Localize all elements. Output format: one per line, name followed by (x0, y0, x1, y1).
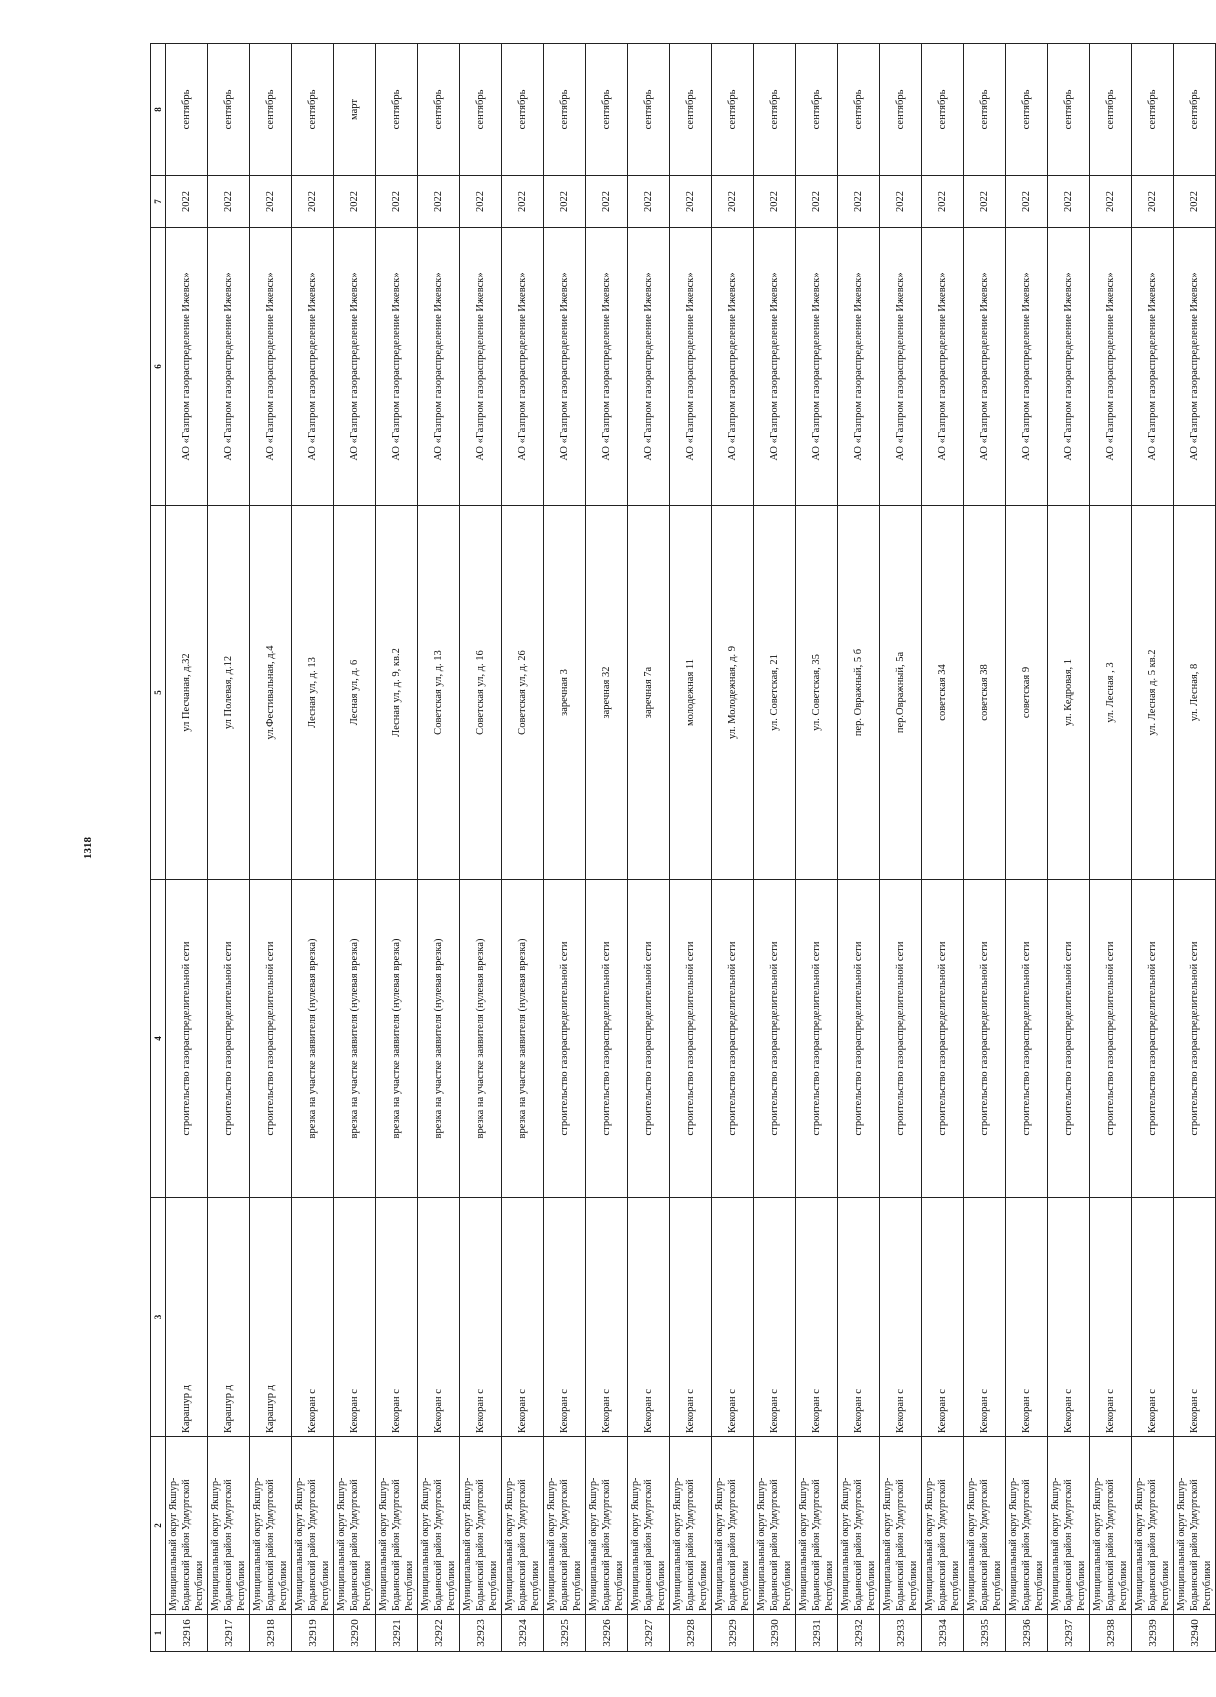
record-id: 32917 (208, 1615, 250, 1652)
organization-cell: АО «Газпром газораспределение Ижевск» (880, 228, 922, 506)
work-type-cell: строительство газораспределительной сети (1090, 880, 1132, 1198)
address-cell: ул Песчаная, д.32 (166, 506, 208, 880)
address-cell: Лесная ул, д. 13 (292, 506, 334, 880)
table-row (502, 44, 544, 1652)
table-row (586, 44, 628, 1652)
locality-cell: Кекоран с (922, 1198, 964, 1437)
year-cell: 2022 (544, 176, 586, 228)
district-cell: Муниципальный округ Якшур-Бодьинский район Удмуртской Республики (292, 1437, 334, 1615)
locality-cell: Кекоран с (670, 1198, 712, 1437)
table-row (670, 44, 712, 1652)
header-cell: 1 (151, 1615, 166, 1652)
locality-cell: Кекоран с (460, 1198, 502, 1437)
year-cell: 2022 (922, 176, 964, 228)
work-type-cell: врезка на участке заявителя (нулевая врезка) (334, 880, 376, 1198)
month-cell: сентябрь (376, 44, 418, 176)
record-id: 32940 (1174, 1615, 1216, 1652)
table-row (166, 44, 208, 1652)
record-id: 32921 (376, 1615, 418, 1652)
locality-cell: Кекоран с (1048, 1198, 1090, 1437)
address-cell: заречная 7а (628, 506, 670, 880)
table-row (1132, 44, 1174, 1652)
district-cell: Муниципальный округ Якшур-Бодьинский район Удмуртской Республики (418, 1437, 460, 1615)
address-cell: ул. Лесная , 3 (1090, 506, 1132, 880)
locality-cell: Кекоран с (1006, 1198, 1048, 1437)
table-row (460, 44, 502, 1652)
page-number: 1318 (82, 837, 94, 859)
district-cell: Муниципальный округ Якшур-Бодьинский район Удмуртской Республики (544, 1437, 586, 1615)
record-id: 32932 (838, 1615, 880, 1652)
record-id: 32939 (1132, 1615, 1174, 1652)
organization-cell: АО «Газпром газораспределение Ижевск» (1048, 228, 1090, 506)
record-id: 32928 (670, 1615, 712, 1652)
month-cell: сентябрь (922, 44, 964, 176)
year-cell: 2022 (712, 176, 754, 228)
locality-cell: Кекоран с (712, 1198, 754, 1437)
work-type-cell: строительство газораспределительной сети (796, 880, 838, 1198)
record-id: 32935 (964, 1615, 1006, 1652)
work-type-cell: строительство газораспределительной сети (544, 880, 586, 1198)
address-cell: ул. Лесная, 8 (1174, 506, 1216, 880)
month-cell: сентябрь (1132, 44, 1174, 176)
district-cell: Муниципальный округ Якшур-Бодьинский район Удмуртской Республики (964, 1437, 1006, 1615)
month-cell: сентябрь (964, 44, 1006, 176)
district-cell: Муниципальный округ Якшур-Бодьинский район Удмуртской Республики (754, 1437, 796, 1615)
work-type-cell: строительство газораспределительной сети (712, 880, 754, 1198)
address-cell: Лесная ул, д. 6 (334, 506, 376, 880)
district-cell: Муниципальный округ Якшур-Бодьинский район Удмуртской Республики (1048, 1437, 1090, 1615)
work-type-cell: строительство газораспределительной сети (670, 880, 712, 1198)
table-container (150, 44, 1213, 1652)
district-cell: Муниципальный округ Якшур-Бодьинский район Удмуртской Республики (208, 1437, 250, 1615)
work-type-cell: строительство газораспределительной сети (754, 880, 796, 1198)
work-type-cell: строительство газораспределительной сети (838, 880, 880, 1198)
record-id: 32922 (418, 1615, 460, 1652)
locality-cell: Карашур д (166, 1198, 208, 1437)
year-cell: 2022 (1048, 176, 1090, 228)
organization-cell: АО «Газпром газораспределение Ижевск» (544, 228, 586, 506)
work-type-cell: строительство газораспределительной сети (208, 880, 250, 1198)
month-cell: сентябрь (712, 44, 754, 176)
district-cell: Муниципальный округ Якшур-Бодьинский район Удмуртской Республики (502, 1437, 544, 1615)
year-cell: 2022 (1132, 176, 1174, 228)
work-type-cell: строительство газораспределительной сети (1006, 880, 1048, 1198)
header-cell: 4 (151, 880, 166, 1198)
table-row (880, 44, 922, 1652)
record-id: 32931 (796, 1615, 838, 1652)
year-cell: 2022 (586, 176, 628, 228)
address-cell: советская 9 (1006, 506, 1048, 880)
organization-cell: АО «Газпром газораспределение Ижевск» (1006, 228, 1048, 506)
address-cell: советская 38 (964, 506, 1006, 880)
locality-cell: Кекоран с (544, 1198, 586, 1437)
work-type-cell: строительство газораспределительной сети (880, 880, 922, 1198)
table-row (544, 44, 586, 1652)
record-id: 32920 (334, 1615, 376, 1652)
district-cell: Муниципальный округ Якшур-Бодьинский район Удмуртской Республики (628, 1437, 670, 1615)
year-cell: 2022 (292, 176, 334, 228)
record-id: 32924 (502, 1615, 544, 1652)
organization-cell: АО «Газпром газораспределение Ижевск» (250, 228, 292, 506)
year-cell: 2022 (796, 176, 838, 228)
record-id: 32925 (544, 1615, 586, 1652)
work-type-cell: строительство газораспределительной сети (586, 880, 628, 1198)
record-id: 32927 (628, 1615, 670, 1652)
year-cell: 2022 (460, 176, 502, 228)
month-cell: сентябрь (1006, 44, 1048, 176)
address-cell: Советская ул, д. 26 (502, 506, 544, 880)
record-id: 32936 (1006, 1615, 1048, 1652)
work-type-cell: строительство газораспределительной сети (964, 880, 1006, 1198)
organization-cell: АО «Газпром газораспределение Ижевск» (166, 228, 208, 506)
month-cell: сентябрь (250, 44, 292, 176)
address-cell: пер.Овражный, 5а (880, 506, 922, 880)
month-cell: сентябрь (460, 44, 502, 176)
district-cell: Муниципальный округ Якшур-Бодьинский район Удмуртской Республики (586, 1437, 628, 1615)
address-cell: ул. Молодежная, д. 9 (712, 506, 754, 880)
locality-cell: Кекоран с (1174, 1198, 1216, 1437)
organization-cell: АО «Газпром газораспределение Ижевск» (796, 228, 838, 506)
district-cell: Муниципальный округ Якшур-Бодьинский район Удмуртской Республики (460, 1437, 502, 1615)
table-row (628, 44, 670, 1652)
record-id: 32923 (460, 1615, 502, 1652)
header-cell: 3 (151, 1198, 166, 1437)
work-type-cell: строительство газораспределительной сети (628, 880, 670, 1198)
year-cell: 2022 (880, 176, 922, 228)
organization-cell: АО «Газпром газораспределение Ижевск» (1174, 228, 1216, 506)
header-cell: 7 (151, 176, 166, 228)
address-cell: ул Полевая, д.12 (208, 506, 250, 880)
work-type-cell: строительство газораспределительной сети (166, 880, 208, 1198)
locality-cell: Кекоран с (796, 1198, 838, 1437)
month-cell: сентябрь (502, 44, 544, 176)
locality-cell: Карашур д (250, 1198, 292, 1437)
district-cell: Муниципальный округ Якшур-Бодьинский район Удмуртской Республики (922, 1437, 964, 1615)
table-row (922, 44, 964, 1652)
year-cell: 2022 (166, 176, 208, 228)
record-id: 32934 (922, 1615, 964, 1652)
month-cell: сентябрь (1048, 44, 1090, 176)
work-type-cell: врезка на участке заявителя (нулевая врезка) (376, 880, 418, 1198)
address-cell: ул. Советская, 35 (796, 506, 838, 880)
month-cell: сентябрь (628, 44, 670, 176)
month-cell: сентябрь (166, 44, 208, 176)
address-cell: ул. Лесная д. 5 кв.2 (1132, 506, 1174, 880)
locality-cell: Кекоран с (754, 1198, 796, 1437)
district-cell: Муниципальный округ Якшур-Бодьинский район Удмуртской Республики (670, 1437, 712, 1615)
table-row (1090, 44, 1132, 1652)
month-cell: сентябрь (754, 44, 796, 176)
locality-cell: Кекоран с (418, 1198, 460, 1437)
table-row (754, 44, 796, 1652)
organization-cell: АО «Газпром газораспределение Ижевск» (670, 228, 712, 506)
locality-cell: Кекоран с (502, 1198, 544, 1437)
organization-cell: АО «Газпром газораспределение Ижевск» (838, 228, 880, 506)
organization-cell: АО «Газпром газораспределение Ижевск» (712, 228, 754, 506)
table-row (292, 44, 334, 1652)
gasification-table (150, 43, 1216, 1652)
locality-cell: Кекоран с (292, 1198, 334, 1437)
address-cell: заречная 32 (586, 506, 628, 880)
district-cell: Муниципальный округ Якшур-Бодьинский район Удмуртской Республики (838, 1437, 880, 1615)
work-type-cell: врезка на участке заявителя (нулевая врезка) (292, 880, 334, 1198)
year-cell: 2022 (1090, 176, 1132, 228)
record-id: 32916 (166, 1615, 208, 1652)
work-type-cell: врезка на участке заявителя (нулевая врезка) (460, 880, 502, 1198)
address-cell: пер. Овражный, 5 б (838, 506, 880, 880)
address-cell: заречная 3 (544, 506, 586, 880)
work-type-cell: врезка на участке заявителя (нулевая врезка) (502, 880, 544, 1198)
record-id: 32929 (712, 1615, 754, 1652)
record-id: 32919 (292, 1615, 334, 1652)
organization-cell: АО «Газпром газораспределение Ижевск» (964, 228, 1006, 506)
locality-cell: Кекоран с (1090, 1198, 1132, 1437)
table-row (376, 44, 418, 1652)
address-cell: ул. Кедровая, 1 (1048, 506, 1090, 880)
month-cell: сентябрь (418, 44, 460, 176)
organization-cell: АО «Газпром газораспределение Ижевск» (922, 228, 964, 506)
organization-cell: АО «Газпром газораспределение Ижевск» (292, 228, 334, 506)
work-type-cell: строительство газораспределительной сети (1174, 880, 1216, 1198)
month-cell: сентябрь (1174, 44, 1216, 176)
header-row (151, 44, 166, 1652)
record-id: 32937 (1048, 1615, 1090, 1652)
work-type-cell: строительство газораспределительной сети (1132, 880, 1174, 1198)
month-cell: сентябрь (208, 44, 250, 176)
table-row (1006, 44, 1048, 1652)
work-type-cell: строительство газораспределительной сети (1048, 880, 1090, 1198)
year-cell: 2022 (754, 176, 796, 228)
table-row (964, 44, 1006, 1652)
year-cell: 2022 (418, 176, 460, 228)
record-id: 32926 (586, 1615, 628, 1652)
year-cell: 2022 (1006, 176, 1048, 228)
organization-cell: АО «Газпром газораспределение Ижевск» (460, 228, 502, 506)
organization-cell: АО «Газпром газораспределение Ижевск» (334, 228, 376, 506)
year-cell: 2022 (376, 176, 418, 228)
header-cell: 2 (151, 1437, 166, 1615)
month-cell: сентябрь (544, 44, 586, 176)
district-cell: Муниципальный округ Якшур-Бодьинский район Удмуртской Республики (1174, 1437, 1216, 1615)
locality-cell: Кекоран с (964, 1198, 1006, 1437)
district-cell: Муниципальный округ Якшур-Бодьинский район Удмуртской Республики (1006, 1437, 1048, 1615)
year-cell: 2022 (334, 176, 376, 228)
year-cell: 2022 (250, 176, 292, 228)
district-cell: Муниципальный округ Якшур-Бодьинский район Удмуртской Республики (250, 1437, 292, 1615)
table-row (208, 44, 250, 1652)
record-id: 32938 (1090, 1615, 1132, 1652)
locality-cell: Кекоран с (334, 1198, 376, 1437)
locality-cell: Кекоран с (880, 1198, 922, 1437)
work-type-cell: строительство газораспределительной сети (922, 880, 964, 1198)
locality-cell: Кекоран с (586, 1198, 628, 1437)
year-cell: 2022 (502, 176, 544, 228)
district-cell: Муниципальный округ Якшур-Бодьинский район Удмуртской Республики (712, 1437, 754, 1615)
address-cell: молодежная 11 (670, 506, 712, 880)
work-type-cell: врезка на участке заявителя (нулевая врезка) (418, 880, 460, 1198)
month-cell: сентябрь (292, 44, 334, 176)
organization-cell: АО «Газпром газораспределение Ижевск» (586, 228, 628, 506)
address-cell: ул.Фестивальная, д.4 (250, 506, 292, 880)
record-id: 32933 (880, 1615, 922, 1652)
locality-cell: Кекоран с (838, 1198, 880, 1437)
district-cell: Муниципальный округ Якшур-Бодьинский район Удмуртской Республики (1132, 1437, 1174, 1615)
organization-cell: АО «Газпром газораспределение Ижевск» (754, 228, 796, 506)
header-cell: 5 (151, 506, 166, 880)
work-type-cell: строительство газораспределительной сети (250, 880, 292, 1198)
table-row (418, 44, 460, 1652)
year-cell: 2022 (838, 176, 880, 228)
month-cell: сентябрь (838, 44, 880, 176)
district-cell: Муниципальный округ Якшур-Бодьинский район Удмуртской Республики (334, 1437, 376, 1615)
month-cell: сентябрь (880, 44, 922, 176)
organization-cell: АО «Газпром газораспределение Ижевск» (418, 228, 460, 506)
month-cell: сентябрь (586, 44, 628, 176)
organization-cell: АО «Газпром газораспределение Ижевск» (1132, 228, 1174, 506)
year-cell: 2022 (964, 176, 1006, 228)
month-cell: сентябрь (670, 44, 712, 176)
table-row (838, 44, 880, 1652)
locality-cell: Карашур д (208, 1198, 250, 1437)
record-id: 32918 (250, 1615, 292, 1652)
locality-cell: Кекоран с (628, 1198, 670, 1437)
district-cell: Муниципальный округ Якшур-Бодьинский район Удмуртской Республики (166, 1437, 208, 1615)
organization-cell: АО «Газпром газораспределение Ижевск» (628, 228, 670, 506)
address-cell: ул. Советская, 21 (754, 506, 796, 880)
year-cell: 2022 (670, 176, 712, 228)
table-row (712, 44, 754, 1652)
table-row (250, 44, 292, 1652)
organization-cell: АО «Газпром газораспределение Ижевск» (502, 228, 544, 506)
district-cell: Муниципальный округ Якшур-Бодьинский район Удмуртской Республики (376, 1437, 418, 1615)
district-cell: Муниципальный округ Якшур-Бодьинский район Удмуртской Республики (1090, 1437, 1132, 1615)
district-cell: Муниципальный округ Якшур-Бодьинский район Удмуртской Республики (796, 1437, 838, 1615)
month-cell: сентябрь (796, 44, 838, 176)
organization-cell: АО «Газпром газораспределение Ижевск» (376, 228, 418, 506)
month-cell: март (334, 44, 376, 176)
table-row (796, 44, 838, 1652)
table-row (1048, 44, 1090, 1652)
district-cell: Муниципальный округ Якшур-Бодьинский район Удмуртской Республики (880, 1437, 922, 1615)
record-id: 32930 (754, 1615, 796, 1652)
address-cell: Лесная ул, д. 9, кв.2 (376, 506, 418, 880)
header-cell: 8 (151, 44, 166, 176)
table-row (1174, 44, 1216, 1652)
address-cell: советская 34 (922, 506, 964, 880)
organization-cell: АО «Газпром газораспределение Ижевск» (1090, 228, 1132, 506)
table-row (334, 44, 376, 1652)
year-cell: 2022 (628, 176, 670, 228)
header-cell: 6 (151, 228, 166, 506)
organization-cell: АО «Газпром газораспределение Ижевск» (208, 228, 250, 506)
locality-cell: Кекоран с (376, 1198, 418, 1437)
locality-cell: Кекоран с (1132, 1198, 1174, 1437)
address-cell: Советская ул, д. 16 (460, 506, 502, 880)
month-cell: сентябрь (1090, 44, 1132, 176)
year-cell: 2022 (1174, 176, 1216, 228)
address-cell: Советская ул, д. 13 (418, 506, 460, 880)
year-cell: 2022 (208, 176, 250, 228)
